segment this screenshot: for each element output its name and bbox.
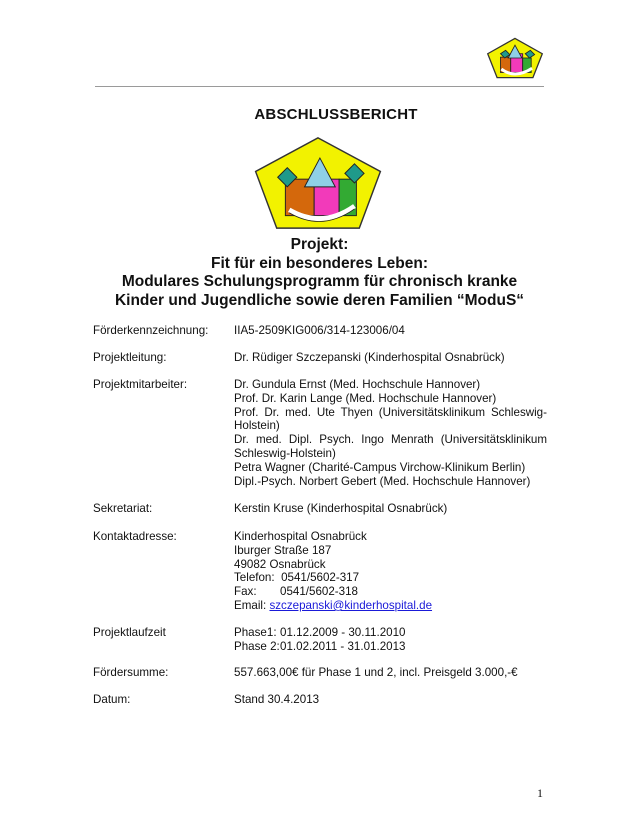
email-label: Email:	[234, 598, 267, 612]
contact-city: 49082 Osnabrück	[234, 557, 326, 571]
field-value: Dr. Rüdiger Szczepanski (Kinderhospital Osnabrück)	[234, 351, 505, 364]
header-rule	[95, 86, 544, 87]
staff-item: Dipl.-Psych. Norbert Gebert (Med. Hochschule Hannover)	[234, 474, 531, 488]
field-label: Kontaktadresse:	[93, 530, 177, 543]
field-value: 557.663,00€ für Phase 1 und 2, incl. Preisgeld 3.000,-€	[234, 666, 518, 679]
field-label: Sekretariat:	[93, 502, 153, 515]
staff-item: Dr. Gundula Ernst (Med. Hochschule Hannover)	[234, 378, 481, 391]
contact-street: Iburger Straße 187	[234, 543, 332, 557]
contact-email	[234, 599, 547, 613]
phase-1	[234, 626, 547, 640]
field-label: Projektlaufzeit	[93, 626, 166, 639]
staff-item: Petra Wagner (Charité-Campus Virchow-Klinikum Berlin)	[234, 460, 526, 474]
contact-fax	[234, 585, 547, 599]
phase-2	[234, 640, 547, 654]
field-label: Projektmitarbeiter:	[93, 378, 188, 391]
staff-item: Prof. Dr. med. Ute Thyen (Universitätsklinikum Schleswig-Holstein)	[234, 405, 547, 433]
staff-item: Prof. Dr. Karin Lange (Med. Hochschule Hannover)	[234, 391, 497, 405]
phase-label: Phase 2:	[234, 639, 280, 653]
field-label: Projektleitung:	[93, 351, 167, 364]
field-value: IIA5-2509KIG006/314-123006/04	[234, 324, 405, 337]
field-label: Förderkennzeichnung:	[93, 324, 209, 337]
field-value: Kerstin Kruse (Kinderhospital Osnabrück)	[234, 502, 448, 515]
page-number: 1	[537, 786, 543, 800]
header-logo	[486, 36, 544, 80]
phase-dates: 01.12.2009 - 30.11.2010	[280, 626, 406, 639]
fax-label: Fax:	[234, 585, 257, 599]
contact-name: Kinderhospital Osnabrück	[234, 530, 367, 543]
project-line: Fit für ein besonderes Leben:	[210, 254, 429, 272]
field-value: Stand 30.4.2013	[234, 693, 320, 706]
field-label: Datum:	[93, 693, 131, 706]
field-label: Fördersumme:	[93, 666, 169, 679]
project-line: Modulares Schulungsprogramm für chronisch kranke	[121, 273, 518, 290]
project-line: Projekt:	[290, 236, 349, 253]
phase-dates: 01.02.2011 - 31.01.2013	[280, 639, 406, 653]
page-title: ABSCHLUSSBERICHT	[254, 106, 418, 123]
fax-value: 0541/5602-318	[280, 585, 359, 599]
project-line: Kinder und Jugendliche sowie deren Familien “ModuS“	[114, 291, 525, 309]
phone-label: Telefon:	[234, 571, 275, 585]
phase-label: Phase1:	[234, 626, 277, 639]
phone-value: 0541/5602-317	[281, 571, 360, 585]
email-link[interactable]: szczepanski@kinderhospital.de	[269, 598, 433, 612]
project-heading	[95, 236, 544, 310]
contact-phone	[234, 571, 547, 585]
staff-item: Dr. med. Dipl. Psych. Ingo Menrath (Universitätsklinikum Schleswig-Holstein)	[234, 433, 547, 460]
project-logo	[250, 135, 386, 231]
